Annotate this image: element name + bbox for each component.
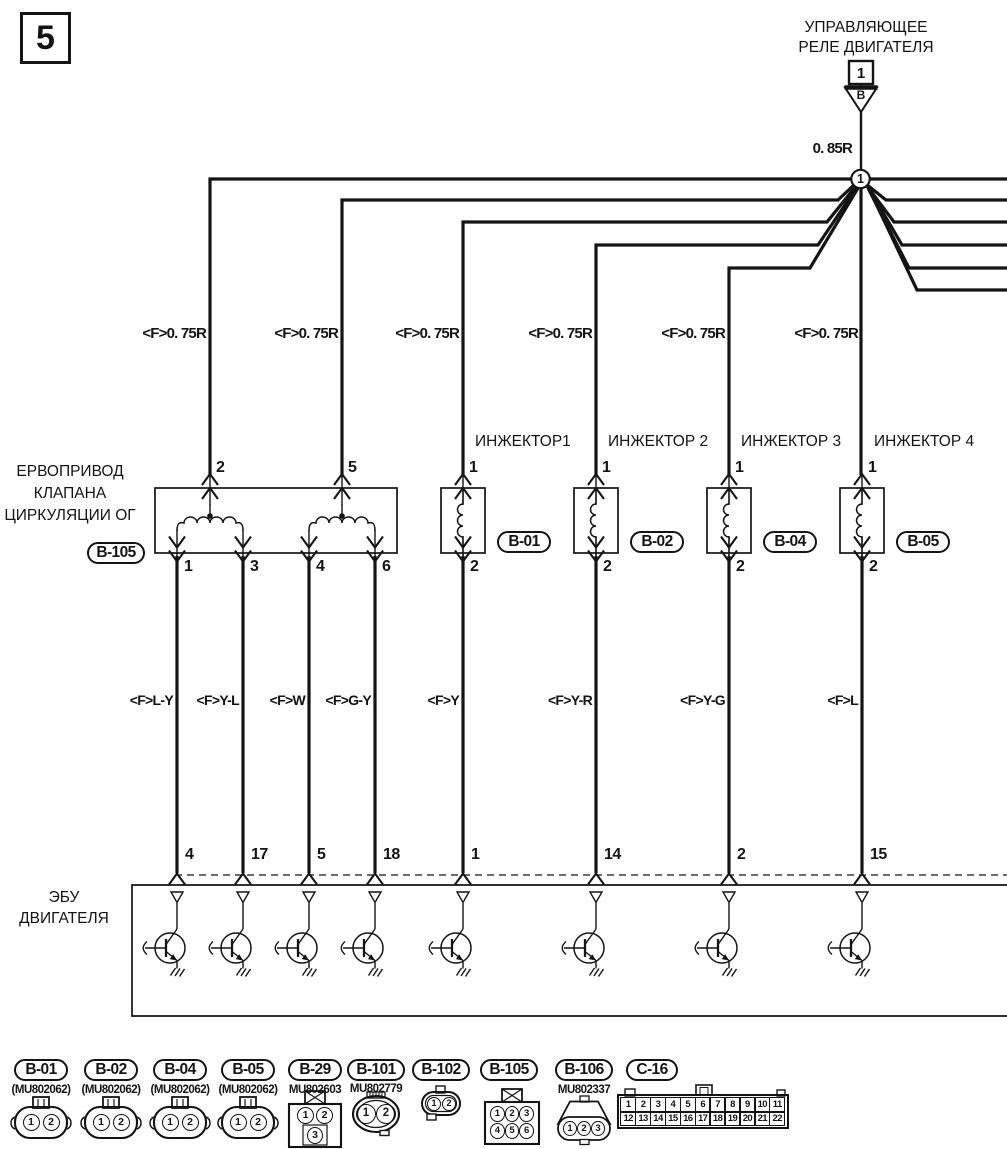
pin-number: 5 xyxy=(505,1123,520,1139)
connector-label-b102: B-102 xyxy=(412,1059,470,1081)
pin-number: 2 xyxy=(250,1114,267,1131)
egr-top-pin: 2 xyxy=(216,459,225,476)
branch-wire-label: <F>0. 75R xyxy=(661,325,725,342)
connector-pins-b29-row1 xyxy=(297,1107,333,1124)
connector-pins-b105-row2 xyxy=(490,1123,534,1139)
pin-number: 2 xyxy=(577,1121,591,1137)
egr-name-line2: КЛАПАНА xyxy=(33,485,107,502)
pin-number: 1 xyxy=(563,1121,577,1137)
pin-number: 12 xyxy=(620,1112,636,1127)
connector-part-number: (MU802062) xyxy=(218,1084,278,1096)
injector3-connector-ref: B-04 xyxy=(763,531,817,553)
pin-number: 14 xyxy=(650,1112,666,1127)
pin-number: 3 xyxy=(650,1097,666,1112)
wire-color-label: <F>L xyxy=(827,692,858,708)
branch-wire-label: <F>0. 75R xyxy=(528,325,592,342)
pin-number: 2 xyxy=(376,1104,396,1124)
pin-number: 9 xyxy=(739,1097,755,1112)
branch-wire-label: <F>0. 75R xyxy=(142,325,206,342)
pin-number: 4 xyxy=(490,1123,505,1139)
egr-servo-symbol xyxy=(155,474,397,873)
pin-number: 2 xyxy=(442,1097,456,1111)
ecu-pin: 18 xyxy=(383,846,400,863)
wire-color-label: <F>Y-G xyxy=(680,692,725,708)
egr-bottom-pin: 6 xyxy=(382,558,391,575)
connector-label-b04: B-04 xyxy=(153,1059,207,1081)
connector-part-number: MU802603 xyxy=(288,1084,342,1096)
branch-wire-label: <F>0. 75R xyxy=(794,325,858,342)
pin-number: 3 xyxy=(519,1106,534,1122)
ecu-pin: 5 xyxy=(317,846,326,863)
wire-color-label: <F>Y-R xyxy=(547,692,592,708)
wire-color-label: <F>Y-L xyxy=(196,692,239,708)
pin-number: 2 xyxy=(113,1114,130,1131)
pin-number: 7 xyxy=(709,1097,725,1112)
connector-pins-b04 xyxy=(162,1114,199,1131)
injector3-bottom-pin: 2 xyxy=(736,558,745,575)
pin-number: 20 xyxy=(739,1112,755,1127)
ecu-name-line2: ДВИГАТЕЛЯ xyxy=(19,910,109,927)
pin-number: 8 xyxy=(724,1097,740,1112)
pin-number: 3 xyxy=(307,1127,323,1144)
relay-wire-size: 0. 85R xyxy=(812,140,852,157)
pin-number: 21 xyxy=(754,1112,770,1127)
connector-pins-b05 xyxy=(230,1114,267,1131)
injector4-name: ИНЖЕКТОР 4 xyxy=(874,433,975,450)
connector-label-b01: B-01 xyxy=(14,1059,68,1081)
branch-wire-label: <F>0. 75R xyxy=(274,325,338,342)
egr-top-pin: 5 xyxy=(348,459,357,476)
pin-number: 2 xyxy=(505,1106,520,1122)
egr-bottom-pin: 3 xyxy=(250,558,259,575)
injector1-connector-ref: B-01 xyxy=(497,531,551,553)
relay-title-line2: РЕЛЕ ДВИГАТЕЛЯ xyxy=(798,39,934,56)
connector-label-b106: B-106 xyxy=(555,1059,613,1081)
connector-pins-b105-row1 xyxy=(490,1106,534,1122)
pin-number: 15 xyxy=(665,1112,681,1127)
egr-name-line1: ЕРВОПРИВОД xyxy=(16,463,124,480)
pin-number: 1 xyxy=(620,1097,636,1112)
pin-number: 16 xyxy=(680,1112,696,1127)
injector2-connector-ref: B-02 xyxy=(630,531,684,553)
pin-number: 1 xyxy=(297,1107,314,1124)
wire-color-label: <F>L-Y xyxy=(129,692,173,708)
connector-pins-c16-row2 xyxy=(620,1112,786,1127)
injector1-name: ИНЖЕКТОР1 xyxy=(475,433,571,450)
injector4-connector-ref: B-05 xyxy=(896,531,950,553)
relay-pin-number: 1 xyxy=(856,65,866,82)
connector-label-b05: B-05 xyxy=(221,1059,275,1081)
pin-number: 10 xyxy=(754,1097,770,1112)
connector-part-number: (MU802062) xyxy=(150,1084,210,1096)
injector4-top-pin: 1 xyxy=(868,459,877,476)
connector-pins-b106 xyxy=(563,1121,605,1137)
injector2-top-pin: 1 xyxy=(602,459,611,476)
pin-number: 1 xyxy=(427,1097,441,1111)
relay-title xyxy=(746,18,986,58)
pin-number: 2 xyxy=(316,1107,333,1124)
pin-number: 1 xyxy=(490,1106,505,1122)
connector-part-number: (MU802062) xyxy=(11,1084,71,1096)
pin-number: 1 xyxy=(230,1114,247,1131)
pin-number: 6 xyxy=(519,1123,534,1139)
connector-label-b101: B-101 xyxy=(347,1059,405,1081)
egr-servo-name xyxy=(0,461,142,527)
connector-label-b105: B-105 xyxy=(480,1059,538,1081)
ecu-pin: 17 xyxy=(251,846,268,863)
pin-number: 2 xyxy=(635,1097,651,1112)
pin-number: 11 xyxy=(769,1097,785,1112)
pin-number: 19 xyxy=(724,1112,740,1127)
connector-label-b29: B-29 xyxy=(288,1059,342,1081)
relay-title-line1: УПРАВЛЯЮЩЕЕ xyxy=(804,19,928,36)
page-number: 5 xyxy=(20,12,71,64)
pin-number: 13 xyxy=(635,1112,651,1127)
wire-color-label: <F>Y xyxy=(427,692,459,708)
connector-pins-b01 xyxy=(23,1114,60,1131)
ecu-pin: 15 xyxy=(870,846,887,863)
pin-number: 4 xyxy=(665,1097,681,1112)
ecu-pin: 14 xyxy=(604,846,621,863)
pin-number: 5 xyxy=(680,1097,696,1112)
egr-bottom-pin: 1 xyxy=(184,558,193,575)
branch-wire-label: <F>0. 75R xyxy=(395,325,459,342)
ecu-name-line1: ЭБУ xyxy=(48,889,80,906)
connector-pins-b29-row2 xyxy=(307,1127,323,1144)
pin-number: 1 xyxy=(23,1114,40,1131)
egr-name-line3: ЦИРКУЛЯЦИИ ОГ xyxy=(4,507,136,524)
injector3-name: ИНЖЕКТОР 3 xyxy=(741,433,842,450)
wire-color-label: <F>W xyxy=(269,692,305,708)
ecu-pin: 4 xyxy=(185,846,194,863)
ecu-box xyxy=(132,874,1007,1017)
pin-number: 22 xyxy=(769,1112,785,1127)
ecu-name xyxy=(8,887,120,929)
pin-number: 2 xyxy=(182,1114,199,1131)
wire-color-label: <F>G-Y xyxy=(325,692,371,708)
pin-number: 17 xyxy=(695,1112,711,1127)
injector2-bottom-pin: 2 xyxy=(603,558,612,575)
pin-number: 1 xyxy=(162,1114,179,1131)
injector2-name: ИНЖЕКТОР 2 xyxy=(608,433,709,450)
connector-pins-b101 xyxy=(356,1104,396,1124)
pin-number: 2 xyxy=(43,1114,60,1131)
connector-pins-b02 xyxy=(93,1114,130,1131)
relay-dest-letter: B xyxy=(856,88,866,102)
injector1-bottom-pin: 2 xyxy=(470,558,479,575)
injector1-top-pin: 1 xyxy=(469,459,478,476)
connector-label-b02: B-02 xyxy=(84,1059,138,1081)
pin-number: 18 xyxy=(709,1112,725,1127)
egr-bottom-pin: 4 xyxy=(316,558,325,575)
connector-part-number: MU802779 xyxy=(349,1083,403,1095)
pin-number: 1 xyxy=(93,1114,110,1131)
injector4-bottom-pin: 2 xyxy=(869,558,878,575)
pin-number: 3 xyxy=(591,1121,605,1137)
injector3-top-pin: 1 xyxy=(735,459,744,476)
connector-part-number: (MU802062) xyxy=(81,1084,141,1096)
ecu-pin: 2 xyxy=(737,846,746,863)
connector-pins-b102 xyxy=(427,1097,456,1111)
egr-connector-ref: B-105 xyxy=(87,542,145,564)
ecu-pin: 1 xyxy=(471,846,480,863)
connector-part-number: MU802337 xyxy=(557,1084,611,1096)
pin-number: 6 xyxy=(695,1097,711,1112)
junction-number: 1 xyxy=(857,172,864,186)
connector-pins-c16-row1 xyxy=(620,1097,786,1112)
pin-number: 1 xyxy=(356,1104,376,1124)
connector-label-c16: C-16 xyxy=(626,1059,678,1081)
